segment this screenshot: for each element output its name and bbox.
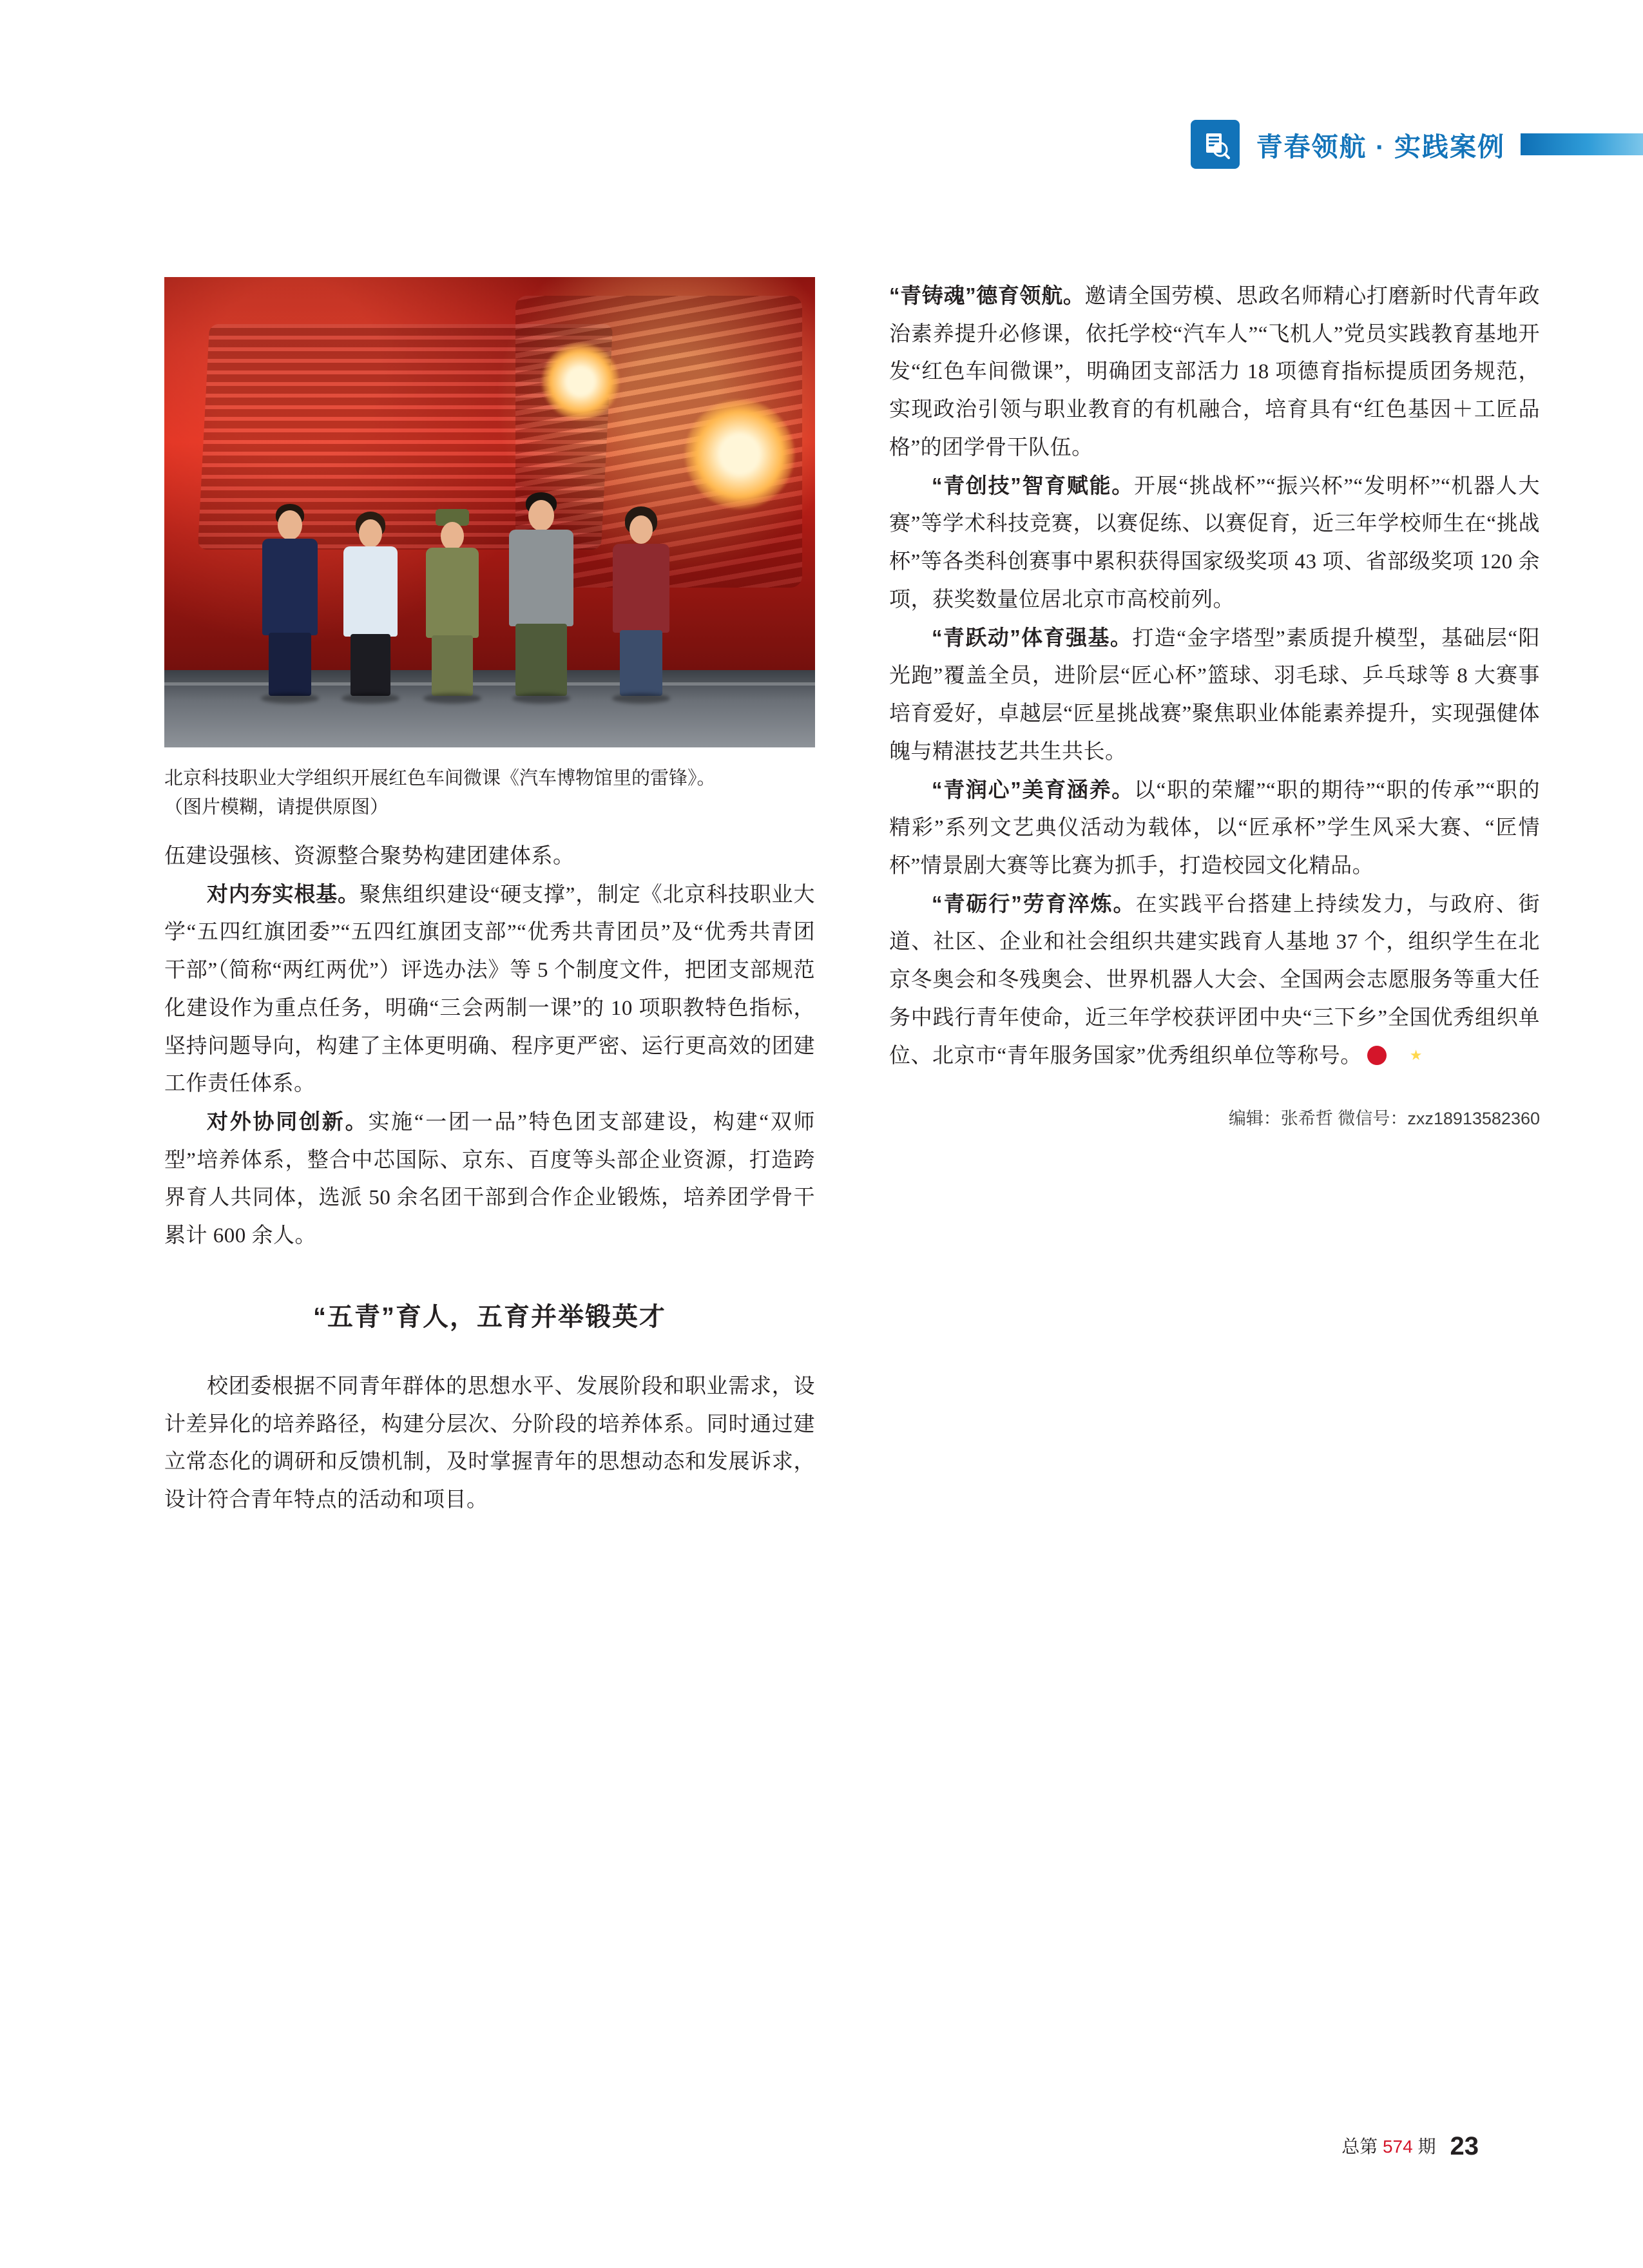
para-qingchuangji <box>889 467 1540 619</box>
section-title: “五青”育人，五育并举锻英才 <box>313 1302 666 1331</box>
document-seal-icon <box>1191 120 1240 169</box>
page-number: 23 <box>1450 2132 1479 2160</box>
para-qingrunxin-text: 以“职的荣耀”“职的期待”“职的传承”“职的精彩”系列文艺典仪活动为载体，以“匠承杯”学生风采大赛、“匠情杯”情景剧大赛等比赛为抓手，打造校园文化精品。 <box>889 778 1540 878</box>
stage-performance-photo <box>164 277 815 747</box>
para-qingzhuhun-text: 邀请全国劳模、思政名师精心打磨新时代青年政治素养提升必修课，依托学校“汽车人”“飞机人”党员实践教育基地开发“红色车间微课”，明确团支部活力 18 项德育指标提质团务规范，实现政治引领与职业教育的有机融合，培育具有“红色基因＋工匠品格”的团学骨干队伍。 <box>889 285 1541 459</box>
issue-label <box>1341 2133 1436 2158</box>
para-qingyuedong <box>889 619 1540 771</box>
para-qinglixing-lead: “青砺行”劳育淬炼。 <box>932 891 1136 916</box>
header-accent-bar <box>1521 133 1643 155</box>
article-end-mark-icon <box>1367 1046 1387 1065</box>
issue-suffix: 期 <box>1417 2137 1436 2157</box>
left-column <box>164 277 815 1519</box>
figure-caption-line-2: （图片模糊，请提供原图） <box>164 796 389 818</box>
figure-block <box>164 277 815 822</box>
para-internal-foundation-text: 聚焦组织建设“硬支撑”，制定《北京科技职业大学“五四红旗团委”“五四红旗团支部”“优秀共青团员”及“优秀共青团干部”（简称“两红两优”）评选办法》等 5 个制度文件，把团支部规范化建设作为重点任务，明确“三会两制一课”的 10 项职教特色指标，坚持问题导向，构建了主体更明确、程序更严密、运行更高效的团建工作责任体系。 <box>164 883 816 1096</box>
para-youth-groups <box>164 1368 815 1519</box>
para-qingyuedong-lead: “青跃动”体育强基。 <box>932 625 1133 649</box>
right-column <box>889 277 1540 1129</box>
para-internal-foundation-lead: 对内夯实根基。 <box>207 881 360 906</box>
para-team-system-text: 伍建设强核、资源整合聚势构建团建体系。 <box>164 844 575 868</box>
figure-caption-line-1: 北京科技职业大学组织开展红色车间微课《汽车博物馆里的雷锋》。 <box>164 768 716 789</box>
figure-caption <box>164 764 815 822</box>
para-qingrunxin-lead: “青润心”美育涵养。 <box>932 777 1134 802</box>
para-external-innovation-lead: 对外协同创新。 <box>207 1110 369 1134</box>
para-qinglixing-text: 在实践平台搭建上持续发力，与政府、街道、社区、企业和社会组织共建实践育人基地 37 个，组织学生在北京冬奥会和冬残奥会、世界机器人大会、全国两会志愿服务等重大任务中践行青年使命，近三年学校获评团中央“三下乡”全国优秀组织单位、北京市“青年服务国家”优秀组织单位等称号。 <box>889 892 1541 1068</box>
para-qingzhuhun-lead: “青铸魂”德育领航。 <box>889 284 1085 307</box>
page-footer <box>1341 2133 1479 2158</box>
para-qingyuedong-text: 打造“金字塔型”素质提升模型，基础层“阳光跑”覆盖全员，进阶层“匠心杯”篮球、羽毛球、乒乓球等 8 大赛事培育爱好，卓越层“匠星挑战赛”聚焦职业体能素养提升，实现强健体魄与精湛技艺共生共长。 <box>889 626 1540 764</box>
issue-prefix: 总第 <box>1341 2137 1378 2157</box>
issue-number: 574 <box>1382 2137 1413 2157</box>
editor-credit: 编辑：张希哲 微信号：zxz18913582360 <box>1228 1109 1540 1129</box>
para-qingchuangji-lead: “青创技”智育赋能。 <box>932 473 1134 497</box>
para-qinglixing <box>889 885 1540 1075</box>
header-title: 青春领航 · 实践案例 <box>1256 131 1505 162</box>
para-qingchuangji-text: 开展“挑战杯”“振兴杯”“发明杯”“机器人大赛”等学术科技竞赛，以赛促练、以赛促育，近三年学校师生在“挑战杯”等各类科创赛事中累积获得国家级奖项 43 项、省部级奖项 120 余项，获奖数量位居北京市高校前列。 <box>889 474 1540 611</box>
para-qingzhuhun <box>889 277 1540 467</box>
para-team-system <box>164 838 815 876</box>
para-youth-groups-text: 校团委根据不同青年群体的思想水平、发展阶段和职业需求，设计差异化的培养路径，构建分层次、分阶段的培养体系。同时通过建立常态化的调研和反馈机制，及时掌握青年的思想动态和发展诉求，设计符合青年特点的活动和项目。 <box>164 1374 815 1512</box>
para-qingrunxin <box>889 771 1540 885</box>
para-external-innovation <box>164 1103 815 1255</box>
para-internal-foundation <box>164 876 815 1103</box>
page-header <box>857 113 1643 175</box>
para-external-innovation-text: 实施“一团一品”特色团支部建设，构建“双师型”培养体系，整合中芯国际、京东、百度等头部企业资源，打造跨界育人共同体，选派 50 余名团干部到合作企业锻炼，培养团学骨干累计 600 余人。 <box>164 1111 815 1248</box>
